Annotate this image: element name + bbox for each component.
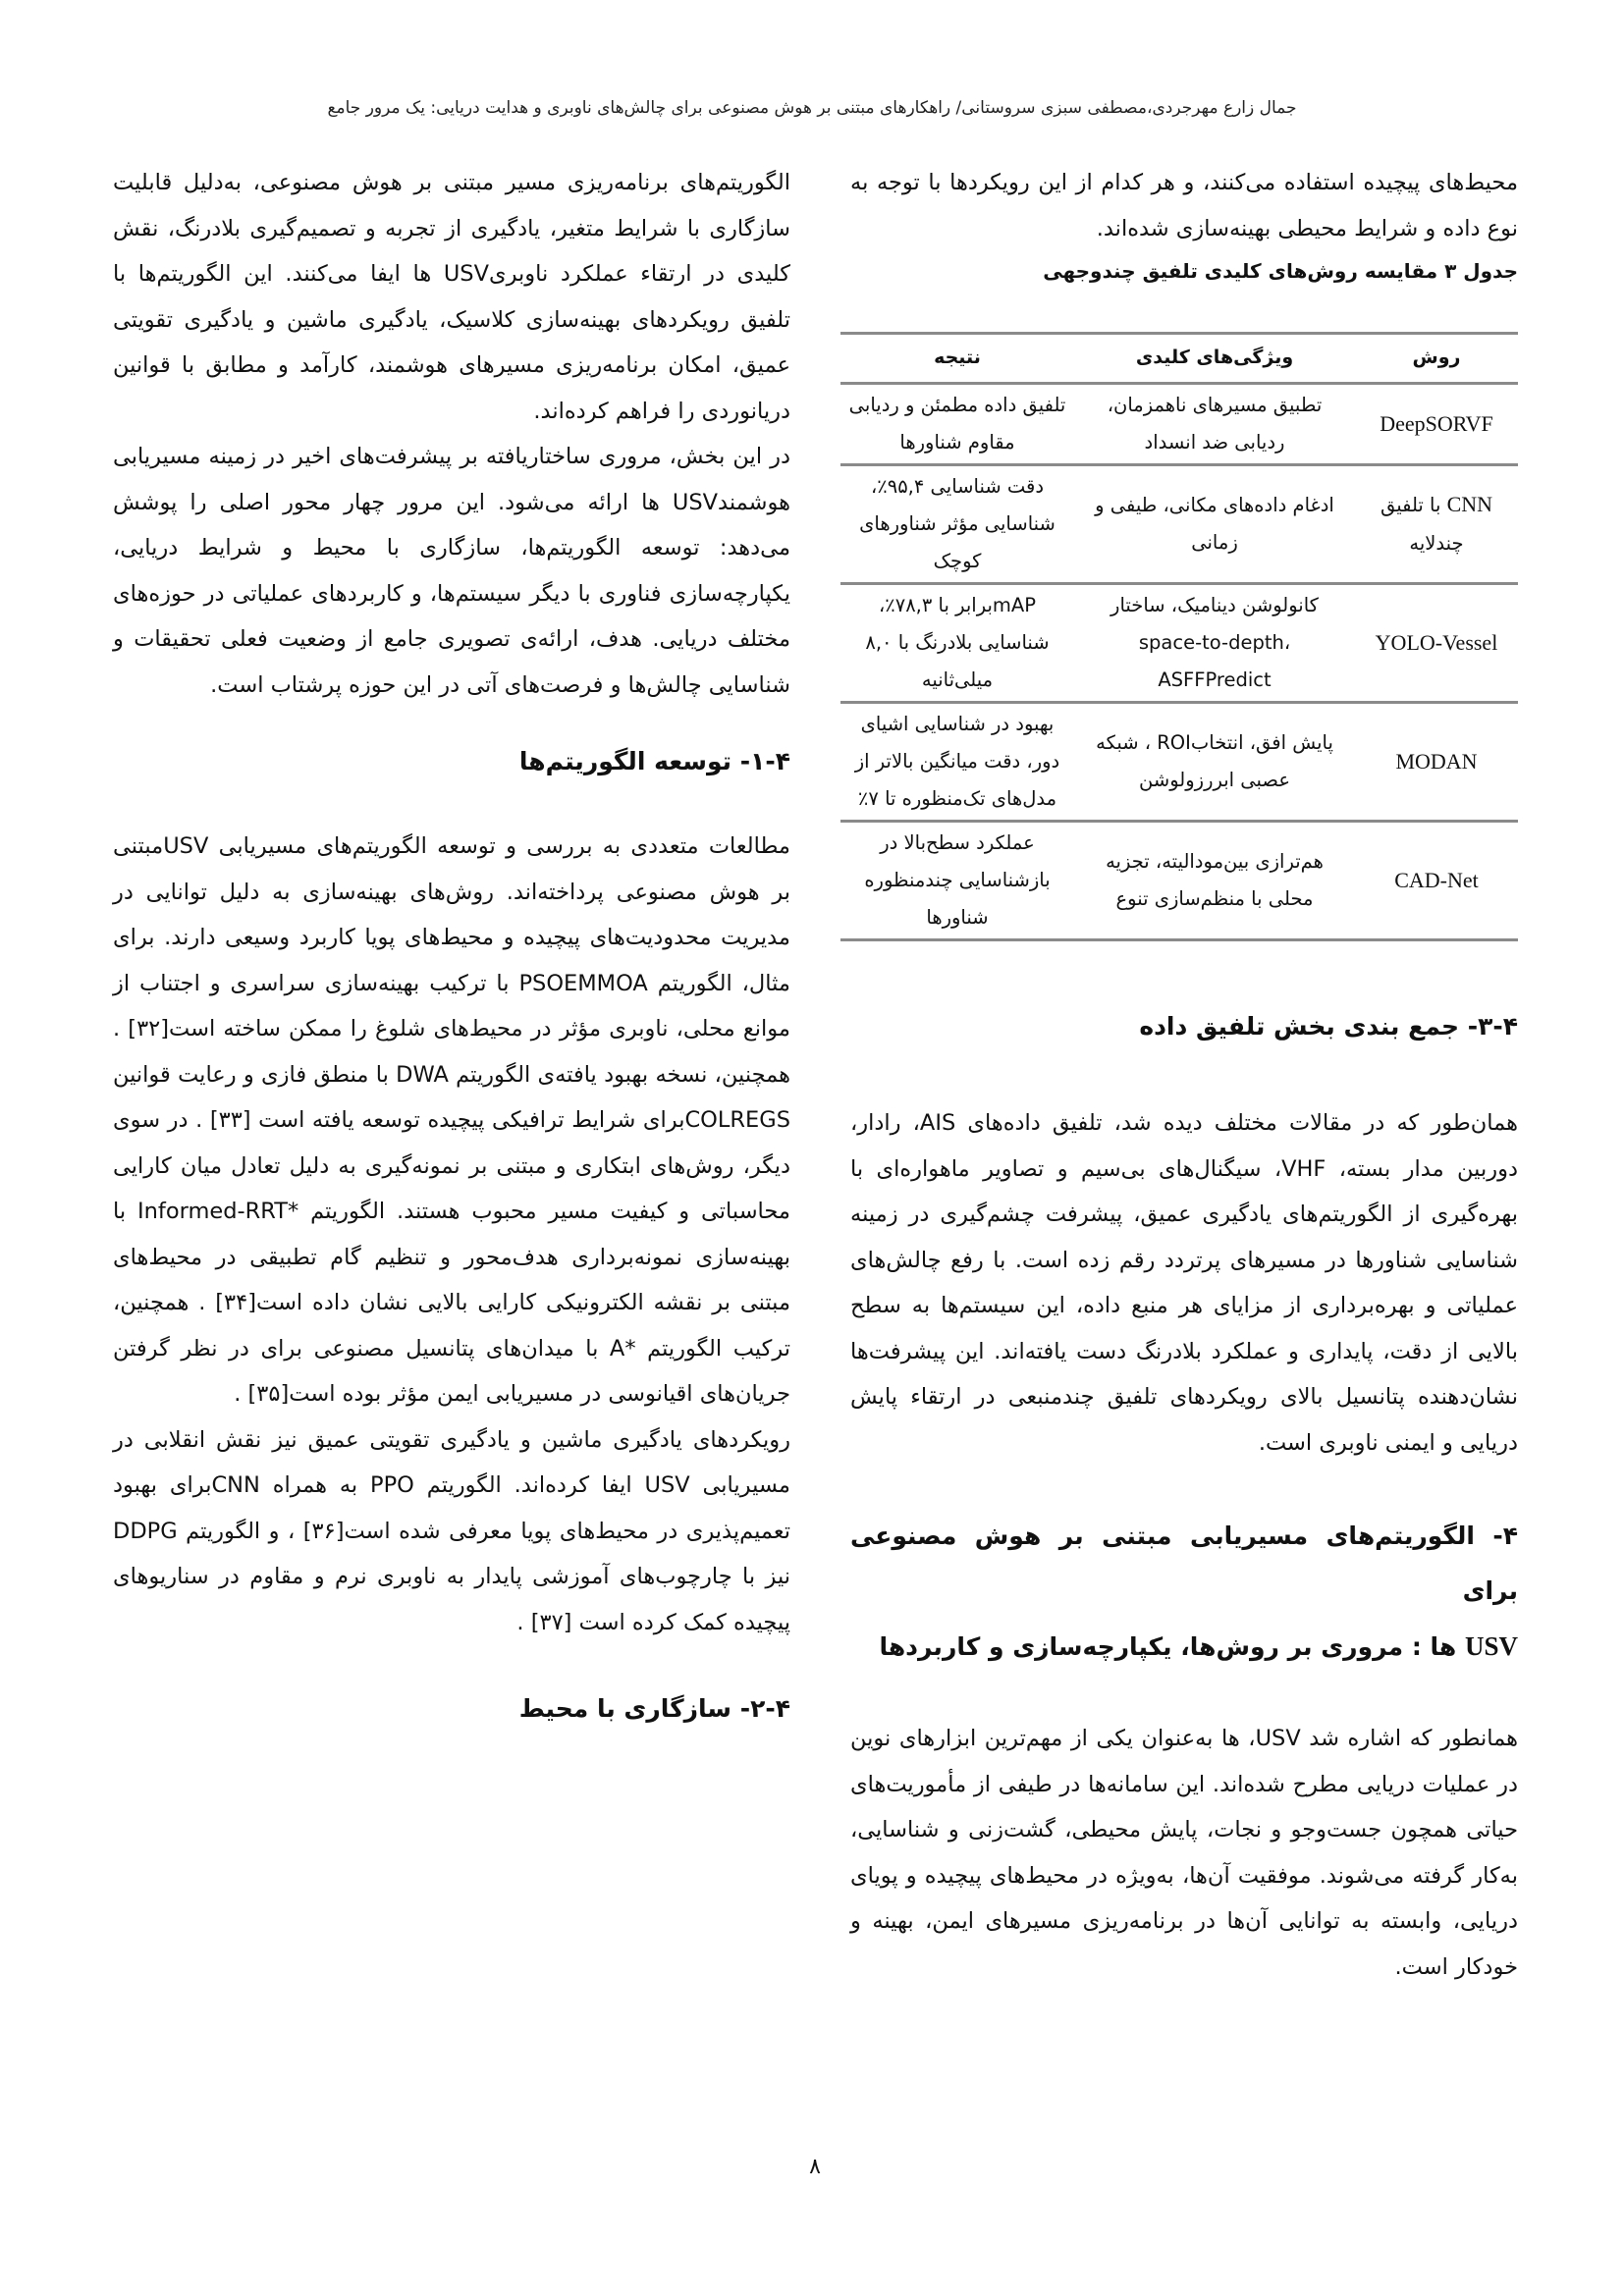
section-4-2-heading: ۲-۴- سازگاری با محیط <box>518 1694 790 1723</box>
cell-method <box>1355 703 1518 822</box>
cell-features: کانولوشن دینامیک، ساختار space-to-depth، ASFFPredict <box>1074 584 1355 703</box>
table-row <box>840 703 1518 822</box>
running-header: جمال زارع مهرجردی،مصطفی سبزی سروستانی/ راهکارهای مبتنی بر هوش مصنوعی برای چالش‌های ناوبری و هدایت دریایی: یک مرور جامع <box>327 98 1297 118</box>
section-4-heading <box>850 1509 1518 1675</box>
cell-result: تلفیق داده مطمئن و ردیابی مقاوم شناورها <box>840 384 1074 465</box>
section-4-1-heading: ۱-۴- توسعه الگوریتم‌ها <box>518 747 790 775</box>
comparison-table <box>840 332 1518 941</box>
left-paragraph-1: الگوریتم‌های برنامه‌ریزی مسیر مبتنی بر هوش مصنوعی، به‌دلیل قابلیت سازگاری با شرایط متغیر، یادگیری از تجربه و تصمیم‌گیری بلادرنگ، نقش کلیدی در ارتقاء عملکرد ناوبریUSV ها ایفا می‌کنند. این الگوریتم‌ها با تلفیق رویکردهای بهینه‌سازی کلاسیک، یادگیری ماشین و یادگیری تقویتی عمیق، امکان برنامه‌ریزی مسیرهای هوشمند، کارآمد و مطابق با قوانین دریانوردی را فراهم کرده‌اند. <box>113 170 790 424</box>
cell-features: ادغام داده‌های مکانی، طیفی و زمانی <box>1074 465 1355 584</box>
section-4-3-paragraph: همان‌طور که در مقالات مختلف دیده شد، تلفیق داده‌های AIS، رادار، دوربین مدار بسته، VHF، سیگنال‌های بی‌سیم و تصاویر ماهواره‌ای با بهره‌گیری از الگوریتم‌های یادگیری عمیق، پیشرفت چشم‌گیری در زمینه شناسایی شناورها در مسیرهای پرتردد رقم زده است. با رفع چالش‌های عملیاتی و بهره‌برداری از مزایای هر منبع داده، این سیستم‌ها به سطح بالایی از دقت، پایداری و عملکرد بلادرنگ دست یافته‌اند. این پیشرفت‌ها نشان‌دهنده پتانسیل بالای رویکردهای تلفیق چندمنبعی در ارتقاء پایش دریایی و ایمنی ناوبری است. <box>850 1110 1518 1456</box>
method-name: DeepSORVF <box>1380 410 1493 436</box>
section-4-paragraph: همانطور که اشاره شد USV، ها به‌عنوان یکی از مهم‌ترین ابزارهای نوین در عملیات دریایی مطرح شده‌اند. این سامانه‌ها در طیفی از مأموریت‌های حیاتی همچون جست‌وجو و نجات، پایش محیطی، گشت‌زنی و شناسایی، به‌کار گرفته می‌شوند. موفقیت آن‌ها، به‌ویژه در محیط‌های پیچیده و پویای دریایی، وابسته به توانایی آن‌ها در برنامه‌ریزی مسیرهای ایمن، بهینه و خودکار است. <box>850 1726 1518 1980</box>
left-paragraph-2: در این بخش، مروری ساختاریافته بر پیشرفت‌های اخیر در زمینه مسیریابی هوشمندUSV ها ارائه می‌شود. این مرور چهار محور اصلی را پوشش می‌دهد: توسعه الگوریتم‌ها، سازگاری با محیط و شرایط دریایی، یکپارچه‌سازی فناوری با دیگر سیستم‌ها، و کاربردهای عملیاتی در حوزه‌های مختلف دریایی. هدف، ارائه‌ی تصویری جامع از وضعیت فعلی تحقیقات و شناسایی چالش‌ها و فرصت‌های آتی در این حوزه پرشتاب است. <box>113 444 790 698</box>
cell-method <box>1355 465 1518 584</box>
intro-paragraph: محیط‌های پیچیده استفاده می‌کنند، و هر کدام از این رویکردها با توجه به نوع داده و شرایط محیطی بهینه‌سازی شده‌اند. <box>850 170 1518 241</box>
method-name: YOLO-Vessel <box>1375 629 1498 655</box>
table-row <box>840 822 1518 940</box>
cell-features: تطبیق مسیرهای ناهمزمان، ردیابی ضد انسداد <box>1074 384 1355 465</box>
cell-result: mAPبرابر با ۷۸,۳٪، شناسایی بلادرنگ با ۸,۰ میلی‌ثانیه <box>840 584 1074 703</box>
section-4-1-paragraph-2: رویکردهای یادگیری ماشین و یادگیری تقویتی عمیق نیز نقش انقلابی در مسیریابی USV ایفا کرده‌اند. الگوریتم PPO به همراه CNNبرای بهبود تعمیم‌پذیری در محیط‌های پویا معرفی شده است[۳۶] ، و الگوریتم DDPG نیز با چارچوب‌های آموزشی پایدار به ناوبری نرم و مقاوم در سناریوهای پیچیده کمک کرده است [۳۷] . <box>113 1426 790 1635</box>
cell-method <box>1355 384 1518 465</box>
section-4-heading-usv: USV <box>1464 1631 1518 1661</box>
table-header-row <box>840 334 1518 384</box>
header-features: ویژگی‌های کلیدی <box>1074 334 1355 384</box>
table-caption: جدول ۳ مقایسه روش‌های کلیدی تلفیق چندوجهی <box>1043 259 1518 283</box>
right-column <box>850 160 1518 1990</box>
method-suffix: با تلفیق چندلایه <box>1380 494 1464 555</box>
left-column <box>113 160 790 1734</box>
cell-method <box>1355 584 1518 703</box>
page-number: ۸ <box>809 2155 821 2179</box>
table-row <box>840 584 1518 703</box>
header-method: روش <box>1355 334 1518 384</box>
cell-features: پایش افق، انتخابROI ، شبکه عصبی ابررزولوشن <box>1074 703 1355 822</box>
section-4-3-heading: ۳-۴- جمع بندی بخش تلفیق داده <box>1139 1012 1518 1041</box>
cell-result: عملکرد سطح‌بالا در بازشناسایی چندمنظوره شناورها <box>840 822 1074 940</box>
method-name: MODAN <box>1395 748 1478 774</box>
section-4-heading-line2: ها : مروری بر روش‌ها، یکپارچه‌سازی و کاربردها <box>879 1632 1465 1661</box>
section-4-1-paragraph-1: مطالعات متعددی به بررسی و توسعه الگوریتم‌های مسیریابی USVمبتنی بر هوش مصنوعی پرداخته‌اند. روش‌های بهینه‌سازی به دلیل توانایی در مدیریت محدودیت‌های پیچیده و محیط‌های پویا کاربرد وسیعی دارند. برای مثال، الگوریتم PSOEMMOA با ترکیب بهینه‌سازی سراسری و اجتناب از موانع محلی، ناوبری مؤثر در محیط‌های شلوغ را ممکن ساخته است[۳۲] . همچنین، نسخه بهبود یافته‌ی الگوریتم DWA با منطق فازی و رعایت قوانین COLREGSبرای شرایط ترافیکی پیچیده توسعه یافته است [۳۳] . در سوی دیگر، روش‌های ابتکاری و مبتنی بر نمونه‌گیری به دلیل تعادل میان کارایی محاسباتی و کیفیت مسیر محبوب هستند. الگوریتم *Informed-RRT با بهینه‌سازی نمونه‌برداری هدف‌محور و تنظیم گام تطبیقی در محیط‌های مبتنی بر نقشه الکترونیکی کارایی بالایی نشان داده است[۳۴] . همچنین، ترکیب الگوریتم *A با میدان‌های پتانسیل مصنوعی برای در نظر گرفتن جریان‌های اقیانوسی در مسیریابی ایمن مؤثر بوده است[۳۵] . <box>113 833 791 1407</box>
cell-result: دقت شناسایی ۹۵,۴٪، شناسایی مؤثر شناورهای کوچک <box>840 465 1074 584</box>
section-4-heading-line1: ۴- الگوریتم‌های مسیریابی مبتنی بر هوش مصنوعی برای <box>850 1522 1518 1605</box>
table-row <box>840 384 1518 465</box>
cell-result: بهبود در شناسایی اشیای دور، دقت میانگین بالاتر از مدل‌های تک‌منظوره تا ۷٪ <box>840 703 1074 822</box>
table-row <box>840 465 1518 584</box>
method-name: CNN <box>1446 492 1493 516</box>
method-name: CAD-Net <box>1394 867 1479 892</box>
header-result: نتیجه <box>840 334 1074 384</box>
cell-method <box>1355 822 1518 940</box>
cell-features: هم‌ترازی بین‌مودالیته، تجزیه محلی با منظم‌سازی تنوع <box>1074 822 1355 940</box>
